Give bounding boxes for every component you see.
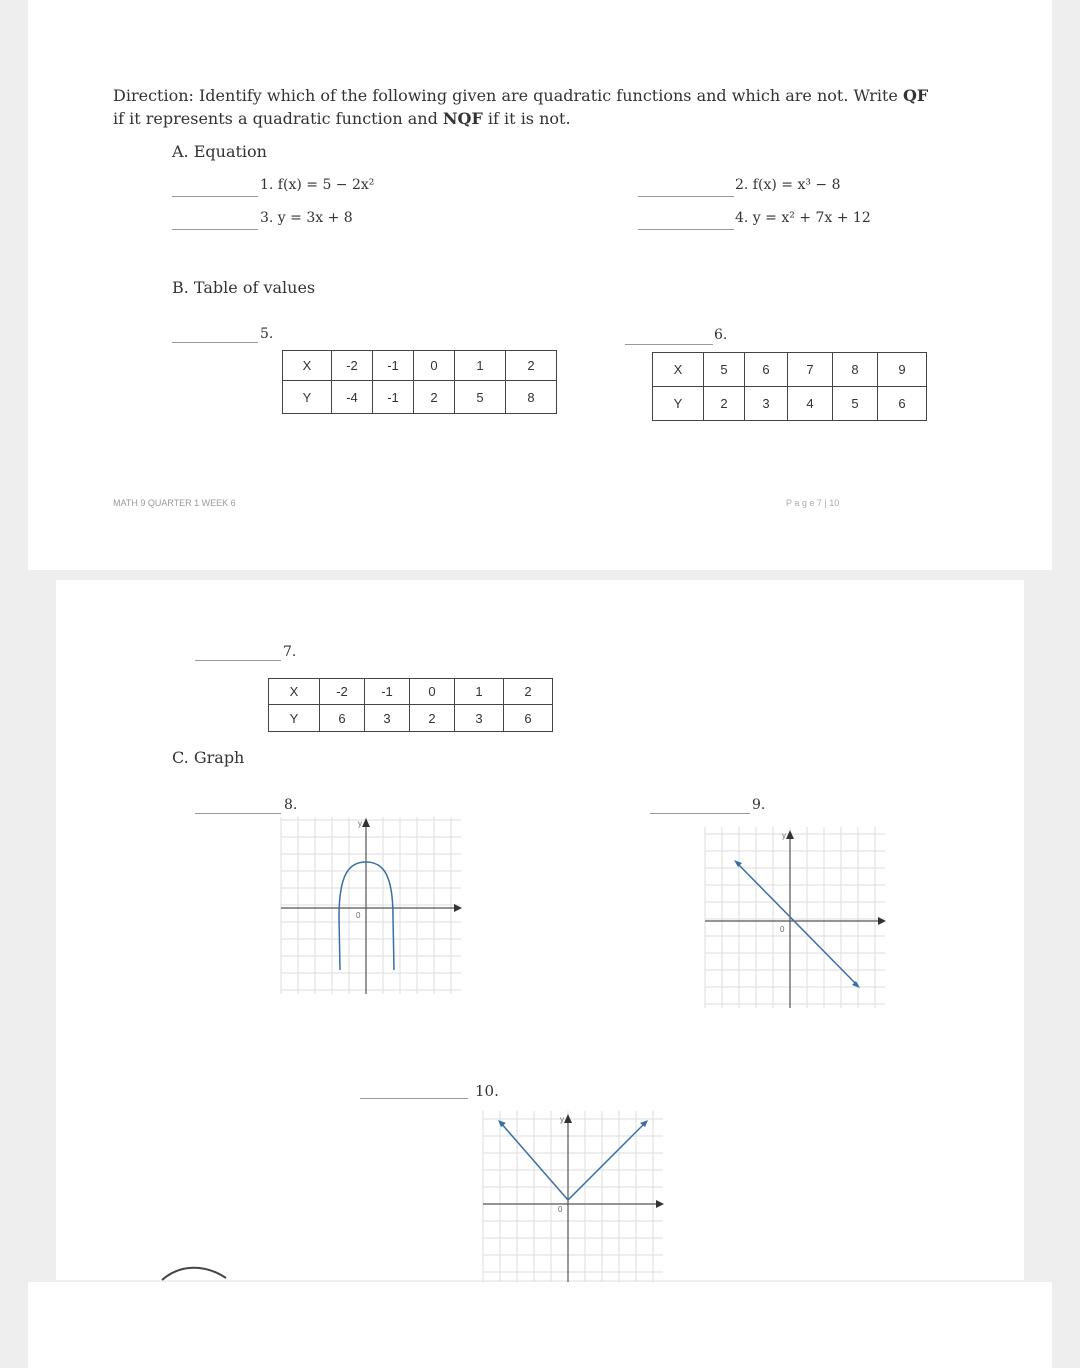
footer-course-label: MATH 9 QUARTER 1 WEEK 6: [113, 498, 236, 508]
table-7-cell: 2: [410, 705, 455, 732]
answer-blank-4[interactable]: [638, 229, 734, 230]
graph-10-left-arrow-icon: [498, 1120, 506, 1127]
table-5-x-label: X: [283, 351, 332, 381]
table-6-y-row: [653, 387, 927, 421]
table-6-cell: 8: [833, 353, 878, 387]
answer-blank-6[interactable]: [625, 344, 713, 345]
answer-blank-9[interactable]: [650, 813, 750, 814]
graph-8-grid: [281, 817, 461, 994]
table-5-y-label: Y: [283, 381, 332, 414]
item-4: 4. y = x² + 7x + 12: [735, 210, 871, 226]
graph-10-grid: [483, 1111, 663, 1282]
answer-blank-7[interactable]: [195, 660, 281, 661]
table-7-cell: 3: [455, 705, 504, 732]
section-a-heading: A. Equation: [172, 142, 267, 161]
table-7-cell: -1: [365, 679, 410, 705]
item-2: 2. f(x) = x³ − 8: [735, 177, 841, 193]
table-5-y-row: [283, 381, 557, 414]
table-7: [268, 678, 553, 732]
graph-8-origin-label: 0: [356, 911, 361, 920]
table-7-cell: -2: [320, 679, 365, 705]
table-5-cell: -1: [373, 351, 414, 381]
table-6-cell: 4: [788, 387, 833, 421]
table-7-x-row: [269, 679, 553, 705]
graph-9: [700, 822, 890, 1012]
table-6-cell: 6: [878, 387, 927, 421]
page-3: [28, 1282, 1052, 1368]
item-6-number: 6.: [714, 327, 728, 343]
table-5-cell: 5: [455, 381, 506, 414]
item-10-number: 10.: [475, 1082, 499, 1100]
table-5-cell: 2: [506, 351, 557, 381]
item-3: 3. y = 3x + 8: [260, 210, 353, 226]
table-5-cell: 0: [414, 351, 455, 381]
table-7-cell: 0: [410, 679, 455, 705]
table-7-cell: 3: [365, 705, 410, 732]
table-5-cell: -4: [332, 381, 373, 414]
answer-blank-2[interactable]: [638, 196, 734, 197]
table-5-cell: -2: [332, 351, 373, 381]
table-5-x-row: [283, 351, 557, 381]
table-5-cell: 1: [455, 351, 506, 381]
table-7-cell: 2: [504, 679, 553, 705]
table-7-cell: 6: [504, 705, 553, 732]
footer-page-number: P a g e 7 | 10: [786, 498, 840, 508]
graph-8-y-arrow-icon: [362, 818, 370, 827]
graph-10-absolute-value-curve: [500, 1122, 646, 1200]
item-1: 1. f(x) = 5 − 2x²: [260, 177, 375, 193]
answer-blank-3[interactable]: [172, 229, 258, 230]
table-7-y-row: [269, 705, 553, 732]
table-6-y-label: Y: [653, 387, 704, 421]
answer-blank-10[interactable]: [360, 1098, 468, 1099]
table-5: [282, 350, 557, 414]
graph-10: [478, 1106, 668, 1282]
table-6: [652, 352, 927, 421]
item-5-number: 5.: [260, 326, 274, 342]
table-6-x-row: [653, 353, 927, 387]
table-6-x-label: X: [653, 353, 704, 387]
table-7-cell: 1: [455, 679, 504, 705]
next-page-partial-curve: [160, 1262, 240, 1286]
item-8-number: 8.: [284, 797, 298, 813]
table-5-cell: -1: [373, 381, 414, 414]
graph-9-origin-label: 0: [780, 925, 785, 934]
direction-text: Direction: Identify which of the following given are quadratic functions and which are not. Write QF if it represents a quadratic function and NQF if it is not.: [113, 86, 929, 128]
graph-9-grid: [705, 827, 885, 1008]
table-7-x-label: X: [269, 679, 320, 705]
table-7-y-label: Y: [269, 705, 320, 732]
table-5-cell: 2: [414, 381, 455, 414]
table-6-cell: 7: [788, 353, 833, 387]
answer-blank-5[interactable]: [172, 342, 258, 343]
table-6-cell: 6: [745, 353, 788, 387]
section-c-heading: C. Graph: [172, 748, 245, 767]
table-6-cell: 2: [704, 387, 745, 421]
graph-10-y-label: y: [560, 1115, 564, 1124]
item-9-number: 9.: [752, 797, 766, 813]
table-6-cell: 5: [704, 353, 745, 387]
graph-10-origin-label: 0: [558, 1205, 563, 1214]
graph-8: [276, 812, 466, 997]
graph-9-y-label: y: [782, 831, 786, 840]
graph-9-x-arrow-icon: [878, 917, 886, 925]
graph-9-line: [736, 862, 858, 986]
table-6-cell: 9: [878, 353, 927, 387]
item-7-number: 7.: [283, 644, 297, 660]
table-7-cell: 6: [320, 705, 365, 732]
table-5-cell: 8: [506, 381, 557, 414]
graph-8-y-label: y: [358, 819, 362, 828]
table-6-cell: 3: [745, 387, 788, 421]
answer-blank-1[interactable]: [172, 196, 258, 197]
section-b-heading: B. Table of values: [172, 278, 316, 297]
table-6-cell: 5: [833, 387, 878, 421]
answer-blank-8[interactable]: [195, 813, 281, 814]
graph-10-x-arrow-icon: [656, 1200, 664, 1208]
